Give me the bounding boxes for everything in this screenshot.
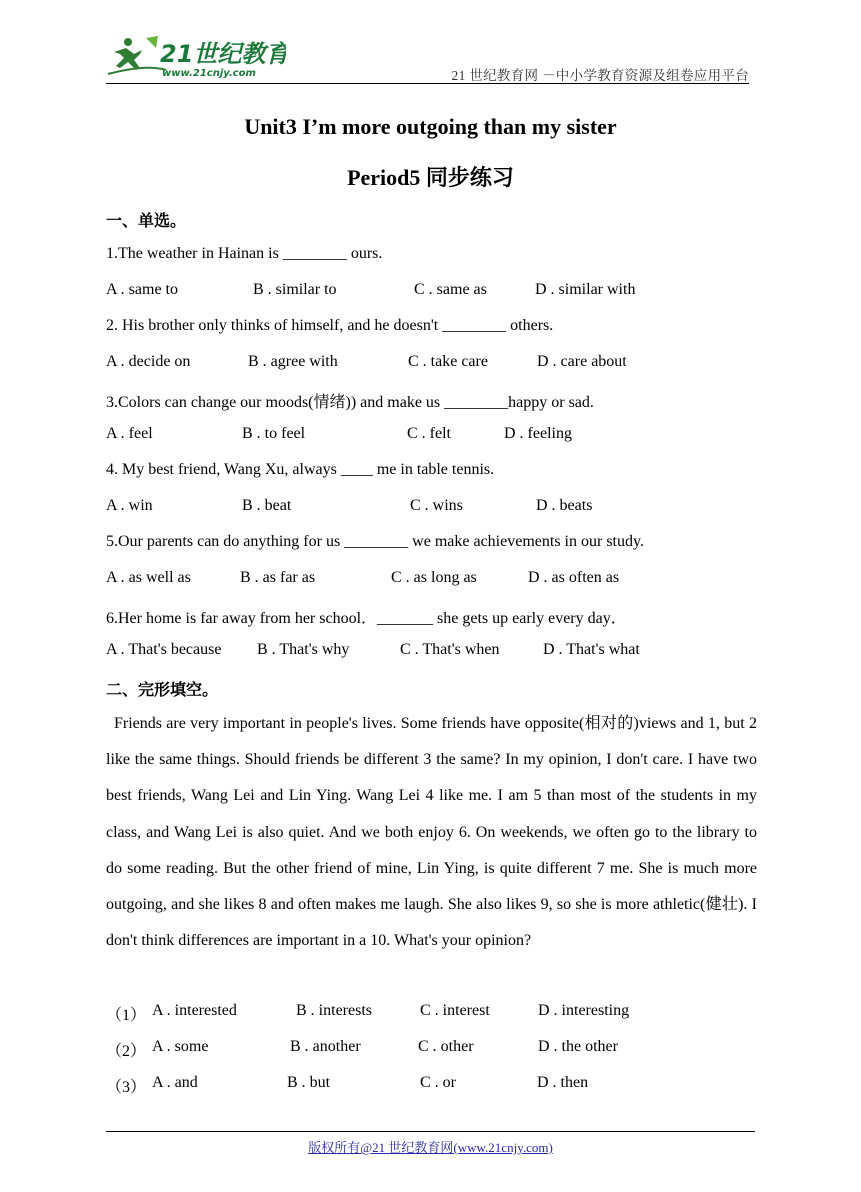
footer-copyright-link[interactable]: 版权所有@21 世纪教育网(www.21cnjy.com)	[308, 1140, 553, 1155]
option-a: A . win	[106, 497, 153, 514]
option-d: D . That's what	[543, 641, 640, 658]
site-logo	[106, 34, 286, 82]
page-subtitle: Period5 同步练习	[347, 165, 514, 190]
option-d: D . as often as	[528, 569, 620, 586]
option-b: B . That's why	[257, 641, 350, 658]
option-a: A . interested	[152, 1002, 237, 1019]
option-b: B . to feel	[242, 425, 306, 442]
page-title: Unit3 I’m more outgoing than my sister	[244, 114, 617, 139]
option-a: A . That's because	[106, 641, 222, 658]
choice-number: （2）	[106, 1043, 147, 1060]
option-c: C . same as	[414, 281, 487, 298]
section-heading-cloze: 二、完形填空。	[106, 682, 219, 699]
option-a: A . as well as	[106, 569, 191, 586]
option-c: C . as long as	[391, 569, 477, 586]
option-a: A . decide on	[106, 353, 191, 370]
option-b: B . similar to	[253, 281, 337, 298]
option-d: D . similar with	[535, 281, 636, 298]
option-b: B . but	[287, 1074, 331, 1091]
option-c: C . or	[420, 1074, 456, 1091]
option-d: D . beats	[536, 497, 593, 514]
question-stem: 3.Colors can change our moods(情绪)) and make us ________happy or sad.	[106, 394, 594, 411]
svg-text:21世纪教育: 21世纪教育	[160, 40, 286, 68]
svg-text:www.21cnjy.com: www.21cnjy.com	[162, 68, 256, 79]
section-heading-single-choice: 一、单选。	[106, 213, 187, 230]
option-a: A . some	[152, 1038, 209, 1055]
runner-logo-icon	[106, 34, 286, 82]
question-stem: 2. His brother only thinks of himself, and he doesn't ________ others.	[106, 317, 554, 334]
choice-number: （3）	[106, 1079, 147, 1096]
question-stem: 5.Our parents can do anything for us ________ we make achievements in our study.	[106, 533, 644, 550]
option-a: A . same to	[106, 281, 178, 298]
footer-divider	[106, 1131, 755, 1132]
option-c: C . interest	[420, 1002, 490, 1019]
option-d: D . interesting	[538, 1002, 630, 1019]
header-site-text: 21 世纪教育网 －中小学教育资源及组卷应用平台	[451, 68, 749, 83]
option-d: D . care about	[537, 353, 627, 370]
option-b: B . agree with	[248, 353, 338, 370]
cloze-passage: Friends are very important in people's lives. Some friends have opposite(相对的)views and 1, but 2 like the same things. Should friends be different 3 the same? In my opinion, I don't care. I have two best friends, Wang Lei and Lin Ying. Wang Lei 4 like me. I am 5 than most of the students in my class, and Wang Lei is also quiet. And we both enjoy 6. On weekends, we often go to the library to do some reading. But the other friend of mine, Lin Ying, is quite different 7 me. She is much more outgoing, and she likes 8 and often makes me laugh. She also likes 9, so she is more athletic(健壮). I don't think differences are important in a 10. What's your opinion?	[106, 715, 757, 950]
option-b: B . interests	[296, 1002, 372, 1019]
question-stem: 1.The weather in Hainan is ________ ours.	[106, 245, 383, 262]
option-d: D . then	[537, 1074, 589, 1091]
option-c: C . That's when	[400, 641, 500, 658]
header-divider	[106, 83, 749, 84]
option-c: C . take care	[408, 353, 488, 370]
option-c: C . wins	[410, 497, 463, 514]
option-a: A . feel	[106, 425, 153, 442]
option-a: A . and	[152, 1074, 198, 1091]
option-b: B . as far as	[240, 569, 316, 586]
option-d: D . feeling	[504, 425, 572, 442]
choice-number: （1）	[106, 1007, 147, 1024]
question-stem: 4. My best friend, Wang Xu, always ____ me in table tennis.	[106, 461, 495, 478]
option-b: B . another	[290, 1038, 361, 1055]
option-d: D . the other	[538, 1038, 618, 1055]
question-stem: 6.Her home is far away from her school．_______ she gets up early every day．	[106, 610, 627, 627]
option-c: C . other	[418, 1038, 474, 1055]
option-c: C . felt	[407, 425, 451, 442]
option-b: B . beat	[242, 497, 292, 514]
